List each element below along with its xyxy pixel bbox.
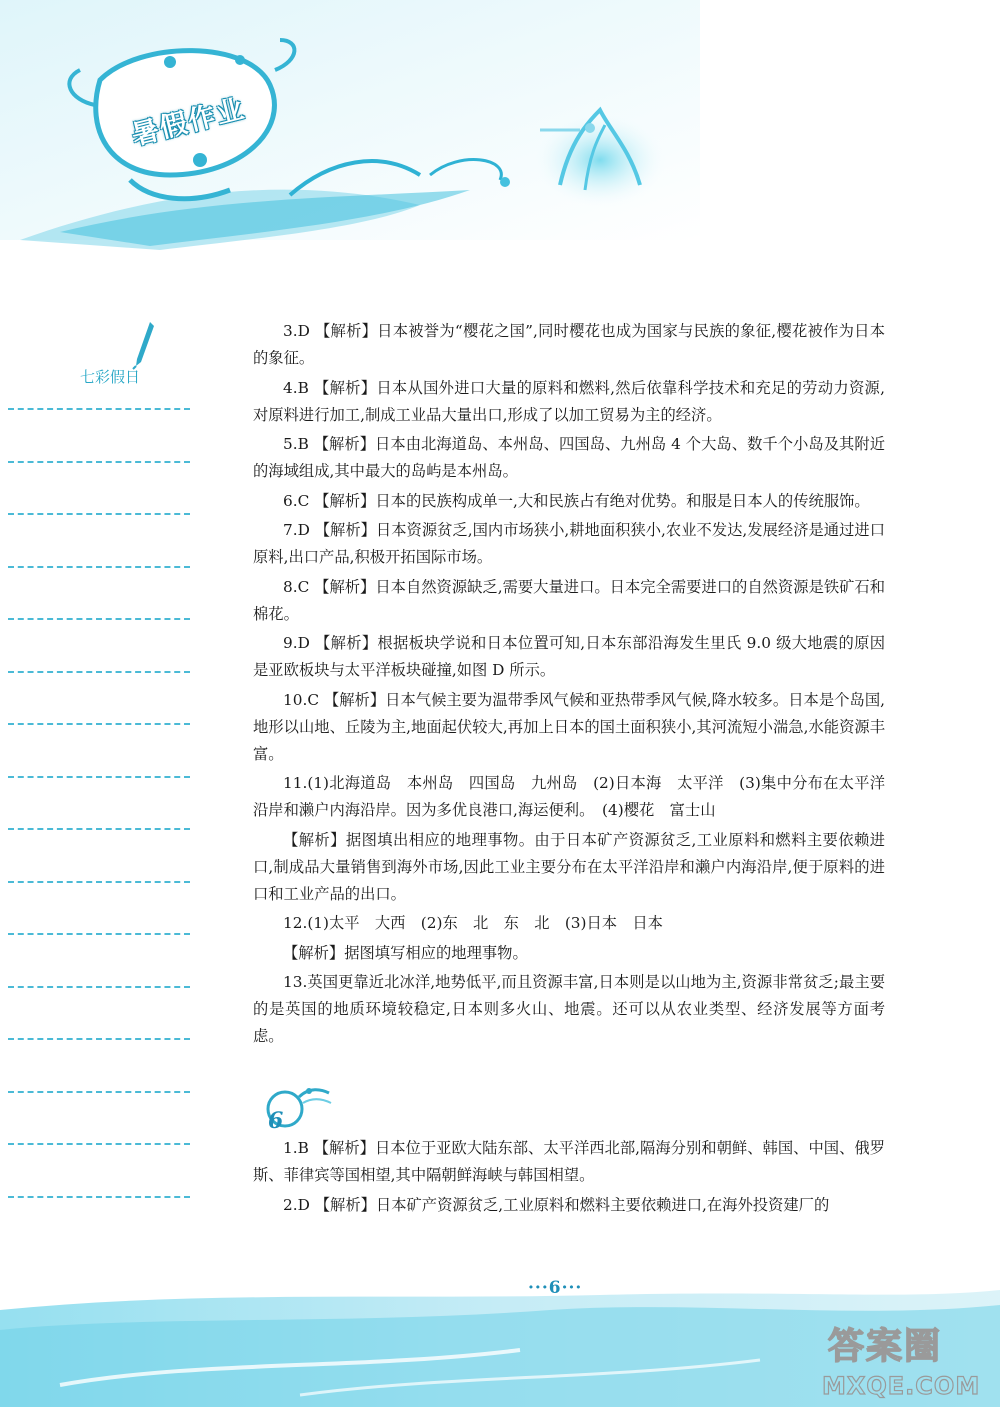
note-line — [8, 1091, 190, 1093]
note-line — [8, 986, 190, 988]
note-line — [8, 618, 190, 620]
note-line — [8, 1196, 190, 1198]
answer-item: 10.C 【解析】日本气候主要为温带季风气候和亚热带季风气候,降水较多。日本是个岛国,地形以山地、丘陵为主,地面起伏较大,再加上日本的国土面积狭小,其河流短小湍急,水能资源丰富。 — [253, 690, 885, 763]
header-title: 暑假作业 — [128, 93, 249, 152]
note-line — [8, 408, 190, 410]
answer-item: 3.D 【解析】日本被誉为“樱花之国”,同时樱花也成为国家与民族的象征,樱花被作为日本的象征。 — [253, 322, 885, 367]
note-line — [8, 513, 190, 515]
answer-item: 9.D 【解析】根据板块学说和日本位置可知,日本东部沿海发生里氏 9.0 级大地震的原因是亚欧板块与太平洋板块碰撞,如图 D 所示。 — [253, 634, 885, 679]
note-line — [8, 723, 190, 725]
answer-item: 13.英国更靠近北冰洋,地势低平,而且资源丰富,日本则是以山地为主,资源非常贫乏;最主要的是英国的地质环境较稳定,日本则多火山、地震。还可以从农业类型、经济发展等方面考虑。 — [253, 973, 885, 1045]
answer-item: 【解析】据图填出相应的地理事物。由于日本矿产资源贫乏,工业原料和燃料主要依赖进口,制成品大量销售到海外市场,因此工业主要分布在太平洋沿岸和濑户内海沿岸,便于原料的进口和工业产品的出口。 — [253, 830, 885, 903]
answer-section — [253, 318, 885, 1053]
note-line — [8, 828, 190, 830]
watermark-url: MXQE.COM — [822, 1372, 981, 1400]
answer-item: 5.B 【解析】日本由北海道岛、本州岛、四国岛、九州岛 4 个大岛、数千个小岛及其附近的海域组成,其中最大的岛屿是本州岛。 — [253, 435, 885, 480]
note-line — [8, 461, 190, 463]
note-line — [8, 1038, 190, 1040]
note-line — [8, 933, 190, 935]
answer-item: 11.(1)北海道岛 本州岛 四国岛 九州岛 (2)日本海 太平洋 (3)集中分布在太平洋沿岸和濑户内海沿岸。因为多优良港口,海运便利。 (4)樱花 富士山 — [253, 774, 885, 819]
answer-item: 7.D 【解析】日本资源贫乏,国内市场狭小,耕地面积狭小,农业不发达,发展经济是通过进口原料,出口产品,积极开拓国际市场。 — [253, 521, 885, 566]
answer-item: 6.C 【解析】日本的民族构成单一,大和民族占有绝对优势。和服是日本人的传统服饰。 — [283, 491, 870, 510]
pen-icon — [132, 320, 156, 370]
answer-section-2 — [253, 1135, 885, 1221]
note-line — [8, 566, 190, 568]
note-line — [8, 1143, 190, 1145]
watermark-text: 答案圈 — [828, 1326, 943, 1367]
answer-item: 12.(1)太平 大西 (2)东 北 东 北 (3)日本 日本 — [283, 914, 663, 932]
answer-item: 1.B 【解析】日本位于亚欧大陆东部、太平洋西北部,隔海分别和朝鲜、韩国、中国、俄罗斯、菲律宾等国相望,其中隔朝鲜海峡与韩国相望。 — [253, 1139, 885, 1184]
note-line — [8, 671, 190, 673]
answer-item: 4.B 【解析】日本从国外进口大量的原料和燃料,然后依靠科学技术和充足的劳动力资源,对原料进行加工,制成工业品大量出口,形成了以加工贸易为主的经济。 — [253, 378, 885, 424]
answer-item: 【解析】据图填写相应的地理事物。 — [283, 943, 528, 962]
note-line — [8, 776, 190, 778]
note-lines — [8, 408, 190, 1248]
page-number: ···6··· — [528, 1278, 583, 1298]
section-number: 6 — [268, 1108, 284, 1134]
answer-item: 8.C 【解析】日本自然资源缺乏,需要大量进口。日本完全需要进口的自然资源是铁矿石和棉花。 — [253, 577, 886, 623]
answer-item: 2.D 【解析】日本矿产资源贫乏,工业原料和燃料主要依赖进口,在海外投资建厂的 — [283, 1195, 830, 1214]
note-line — [8, 881, 190, 883]
sidebar-label: 七彩假日 — [80, 368, 141, 386]
